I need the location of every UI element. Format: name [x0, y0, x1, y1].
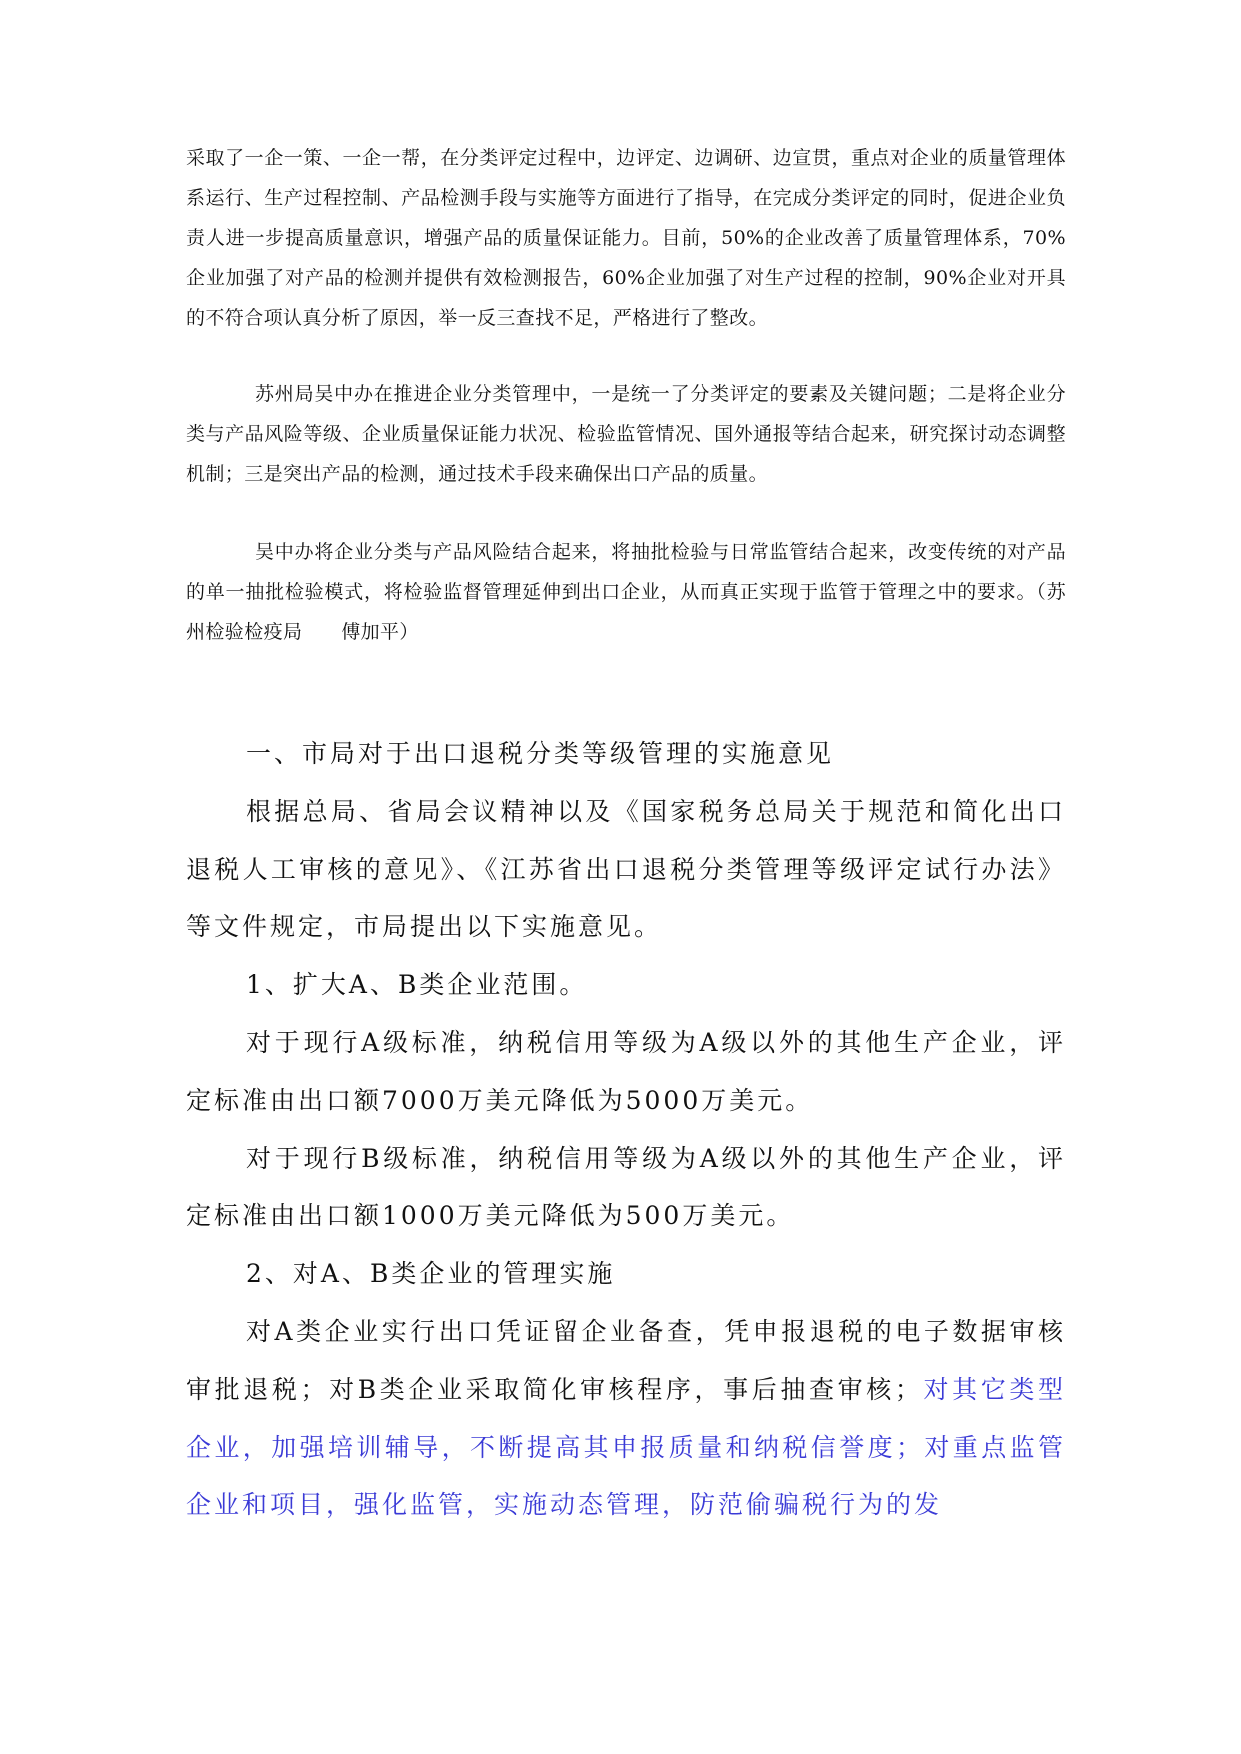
- item2-highlighted-text: 对其它类型企业，加强培训辅导，不断提高其申报质量和纳税信誉度；对重点监管企业和项目，强化监管，实施动态管理，防范偷骗税行为的发: [186, 1374, 1066, 1520]
- large-section: [186, 725, 1066, 1534]
- item2-title: 2、对A、B类企业的管理实施: [246, 1259, 616, 1289]
- item2-plain-text: 对A类企业实行出口凭证留企业备查，凭申报退税的电子数据审核审批退税；对B类企业采取简化审核程序，事后抽查审核；: [186, 1316, 1066, 1404]
- item1-title: 1、扩大A、B类企业范围。: [246, 970, 588, 1000]
- small-paragraph-2: [186, 374, 1066, 494]
- section-heading: 一、市局对于出口退税分类等级管理的实施意见: [246, 739, 835, 768]
- item1-paragraph-b: 对于现行B级标准，纳税信用等级为A级以外的其他生产企业，评定标准由出口额1000万美元降低为500万美元。: [186, 1143, 1066, 1231]
- intro-paragraph: 根据总局、省局会议精神以及《国家税务总局关于规范和简化出口退税人工审核的意见》、《江苏省出口退税分类管理等级评定试行办法》等文件规定，市局提出以下实施意见。: [186, 796, 1066, 942]
- paragraph-text: 苏州局吴中办在推进企业分类管理中，一是统一了分类评定的要素及关键问题；二是将企业分类与产品风险等级、企业质量保证能力状况、检验监管情况、国外通报等结合起来，研究探讨动态调整机制；三是突出产品的检测，通过技术手段来确保出口产品的质量。: [186, 383, 1066, 485]
- small-paragraph-1: [186, 138, 1066, 338]
- paragraph-text: 采取了一企一策、一企一帮，在分类评定过程中，边评定、边调研、边宣贯，重点对企业的质量管理体系运行、生产过程控制、产品检测手段与实施等方面进行了指导，在完成分类评定的同时，促进企业负责人进一步提高质量意识，增强产品的质量保证能力。目前，50%的企业改善了质量管理体系，70%企业加强了对产品的检测并提供有效检测报告，60%企业加强了对生产过程的控制，90%企业对开具的不符合项认真分析了原因，举一反三查找不足，严格进行了整改。: [186, 147, 1066, 329]
- item2-paragraph: [186, 1303, 1066, 1534]
- item1-paragraph-a: 对于现行A级标准，纳税信用等级为A级以外的其他生产企业，评定标准由出口额7000万美元降低为5000万美元。: [186, 1027, 1066, 1115]
- small-paragraph-3: [186, 532, 1066, 652]
- paragraph-text: 吴中办将企业分类与产品风险结合起来，将抽批检验与日常监管结合起来，改变传统的对产品的单一抽批检验模式，将检验监督管理延伸到出口企业，从而真正实现于监管于管理之中的要求。（苏州检验检疫局 傅加平）: [186, 541, 1066, 643]
